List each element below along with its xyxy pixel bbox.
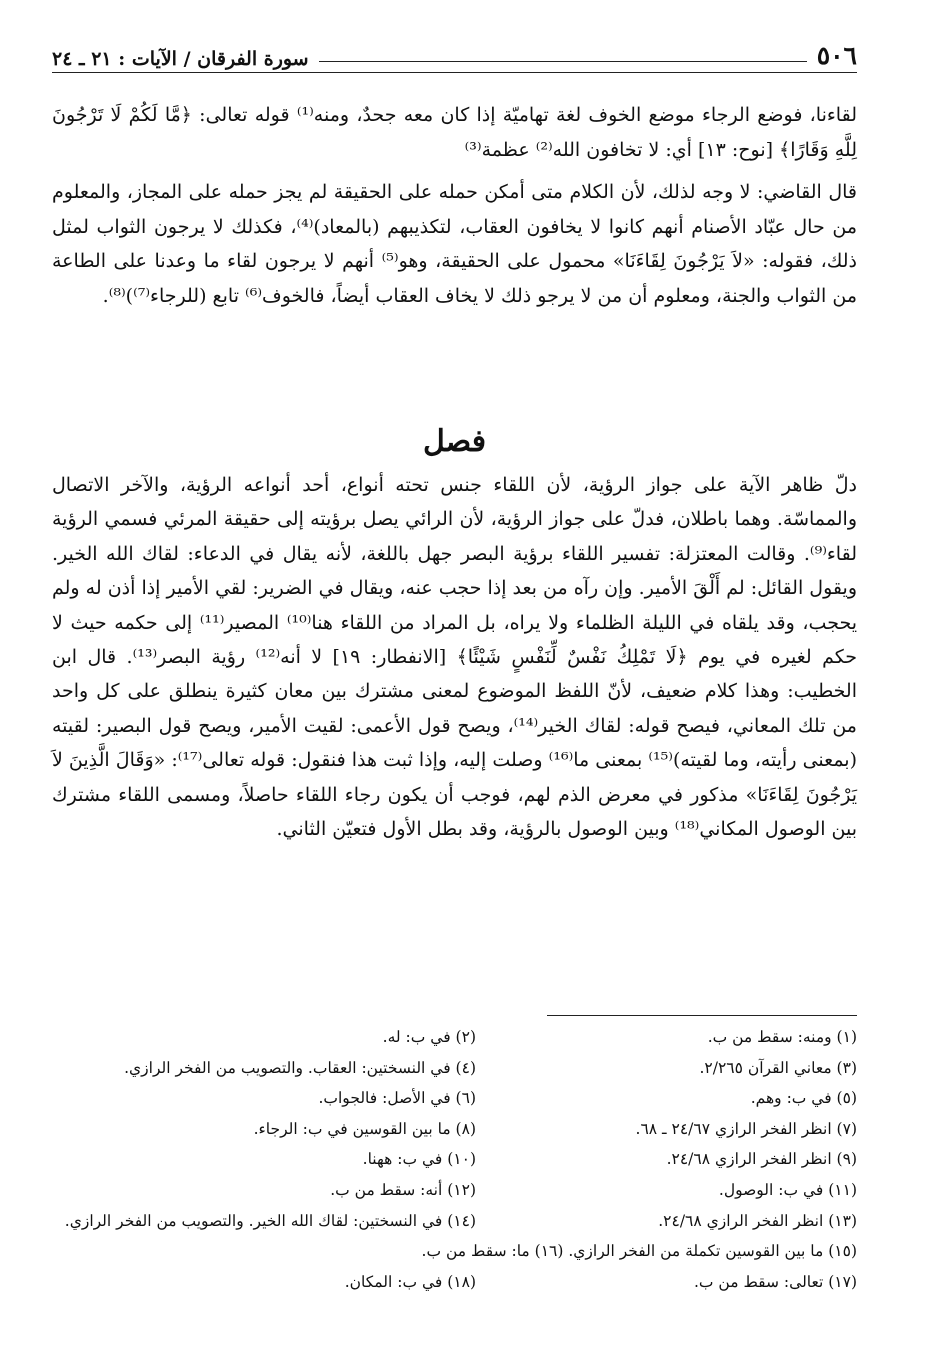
footnote-row bbox=[64, 1206, 857, 1237]
main-text bbox=[52, 468, 857, 846]
section-heading: فصل bbox=[422, 424, 487, 459]
footnote-row bbox=[95, 1267, 857, 1298]
footnotes bbox=[64, 1022, 857, 1297]
footnote-18: (١٨) في ب: المكان. bbox=[344, 1272, 476, 1291]
footnote-15-16: (١٥) ما بين القوسين تكملة من الفخر الرازي. (١٦) ما: سقط من ب. bbox=[421, 1242, 857, 1261]
paragraph-2: قال القاضي: لا وجه لذلك، لأن الكلام متى أمكن حمله على الحقيقة لم يجز حمله على المجاز، والمعلوم من حال عبّاد الأصنام أنهم كانوا لا يخافون العقاب، لتكذيبهم (بالمعاد)⁽⁴⁾، فكذلك لا يرجون الثواب لمثل ذلك، فقوله: «لاَ يَرْجُونَ لِقَاءَنَا» محمول على الحقيقة، وهو⁽⁵⁾ أنهم لا يرجون لقاء ما وعدنا على الطاعة من الثواب والجنة، ومعلوم أن من لا يرجو ذلك لا يخاف العقاب أيضاً، فالخوف⁽⁶⁾ تابع (للرجاء⁽⁷⁾)⁽⁸⁾. bbox=[52, 181, 857, 307]
footnote-8: (٨) ما بين القوسين في ب: الرجاء. bbox=[253, 1119, 476, 1138]
footnote-2: (٢) في ب: له. bbox=[382, 1028, 476, 1046]
footnote-5: (٥) في ب: وهم. bbox=[750, 1089, 857, 1108]
footnote-row bbox=[95, 1144, 857, 1175]
footnote-7: (٧) انظر الفخر الرازي ٢٤/٦٧ ـ ٦٨. bbox=[635, 1119, 857, 1138]
header-rule bbox=[319, 61, 807, 62]
header-underline bbox=[52, 72, 857, 73]
footnote-3: (٣) معاني القرآن ٢/٢٦٥. bbox=[699, 1058, 857, 1077]
paragraph-3: دلّ ظاهر الآية على جواز الرؤية، لأن اللقاء جنس تحته أنواع، أحد أنواعه الرؤية، والآخر الاتصال والمماسّة. وهما باطلان، فدلّ على جواز الرؤية، لأن الرائي يصل برؤيته إلى حقيقة المرئي فسمي الرؤية لقاء⁽⁹⁾. وقالت المعتزلة: تفسير اللقاء برؤية البصر جهل باللغة، لأنه يقال في الدعاء: لقاك الله الخير. ويقول القائل: لم أَلْقَ الأمير. وإن رآه من بعد إذا حجب عنه، ويقال في الضرير: لقي الأمير إذا أذن له ولم يحجب، وقد يلقاه في الليلة الظلماء ولا يراه، بل المراد من اللقاء هنا⁽¹⁰⁾ المصير⁽¹¹⁾ إلى حكمه حيث لا حكم لغيره في يوم ﴿لَا تَمْلِكُ نَفْسٌ لِّنَفْسٍ شَيْئًا﴾ [الانفطار: ١٩] لا أنه⁽¹²⁾ رؤية البصر⁽¹³⁾. قال ابن الخطيب: وهذا كلام ضعيف، لأنّ اللفظ الموضوع لمعنى مشترك بين معان كثيرة ينطلق على كل واحد من تلك المعاني، فيصح قوله: لقاك الخير⁽¹⁴⁾، ويصح قول الأعمى: لقيت الأمير، ويصح قول البصير: لقيته (بمعنى رأيته، وما لقيته)⁽¹⁵⁾ بمعنى ما⁽¹⁶⁾ وصلت إليه، وإذا ثبت هذا فنقول: قوله تعالى⁽¹⁷⁾: «وَقَالَ الَّذِينَ لاَ يَرْجُونَ لِقَاءَنَا» مذكور في معرض الذم لهم، فوجب أن يكون رجاء اللقاء حاصلاً، ومسمى اللقاء مشترك بين الوصول المكاني⁽¹⁸⁾ وبين الوصول بالرؤية، وقد بطل الأول فتعيّن الثاني. bbox=[52, 474, 858, 841]
running-header bbox=[52, 28, 857, 70]
footnote-11: (١١) في ب: الوصول. bbox=[718, 1180, 857, 1199]
footnote-10: (١٠) في ب: ههنا. bbox=[362, 1150, 476, 1169]
page-number: ٥٠٦ bbox=[816, 41, 857, 70]
footnote-row bbox=[95, 1083, 857, 1114]
footnote-12: (١٢) أنه: سقط من ب. bbox=[330, 1180, 476, 1199]
header-title: سورة الفرقان / الآيات : ٢١ ـ ٢٤ bbox=[52, 48, 309, 70]
footnote-row bbox=[95, 1053, 857, 1084]
footnote-row bbox=[95, 1114, 857, 1145]
footnote-row bbox=[95, 1175, 857, 1206]
footnote-4: (٤) في النسختين: العقاب. والتصويب من الفخر الرازي. bbox=[124, 1058, 476, 1077]
footnote-1: (١) ومنه: سقط من ب. bbox=[707, 1028, 857, 1046]
footnote-6: (٦) في الأصل: فالجواب. bbox=[318, 1089, 476, 1108]
footnote-rule bbox=[547, 1015, 857, 1016]
footnote-row bbox=[95, 1022, 857, 1053]
top-text bbox=[52, 98, 857, 313]
footnote-17: (١٧) تعالى: سقط من ب. bbox=[693, 1272, 857, 1291]
footnote-9: (٩) انظر الفخر الرازي ٢٤/٦٨. bbox=[666, 1150, 857, 1169]
footnote-14: (١٤) في النسختين: لقاك الله الخير. والتصويب من الفخر الرازي. bbox=[64, 1211, 476, 1230]
paragraph-1: لقاءنا، فوضع الرجاء موضع الخوف لغة تهاميّة إذا كان معه جحدٌ، ومنه⁽¹⁾ قوله تعالى: ﴿مَّا لَكُمْ لَا تَرْجُونَ لِلَّهِ وَقَارًا﴾ [نوح: ١٣] أي: لا تخافون الله⁽²⁾ عظمة⁽³⁾ bbox=[52, 104, 857, 161]
footnote-13: (١٣) انظر الفخر الرازي ٢٤/٦٨. bbox=[658, 1211, 857, 1230]
